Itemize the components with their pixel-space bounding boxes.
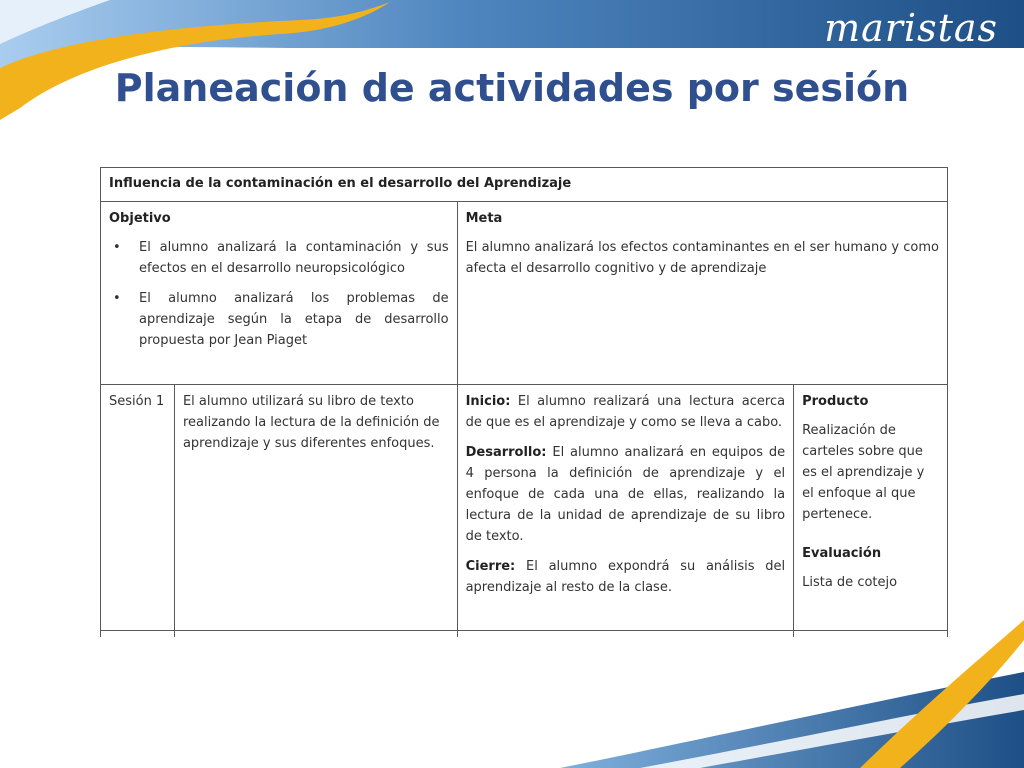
producto-label: Producto (802, 394, 869, 409)
maristas-logo: maristas (824, 6, 998, 50)
evaluacion-label: Evaluación (802, 546, 882, 561)
session-label-cell (101, 385, 175, 631)
table-cell (174, 631, 457, 637)
desarrollo-label: Desarrollo: (465, 445, 547, 460)
table-row (101, 168, 948, 202)
desarrollo-paragraph (466, 442, 786, 547)
table-row (101, 202, 948, 385)
table-row (101, 631, 948, 637)
list-item: • El alumno analizará la contaminación y sus efectos en el desarrollo neuropsicológico (139, 237, 449, 279)
table-row (101, 385, 948, 631)
page-title: Planeación de actividades por sesión (114, 66, 910, 110)
objetivo-label: Objetivo (109, 211, 171, 226)
session-label: Sesión 1 (109, 394, 165, 409)
producto-text: Realización de carteles sobre que es el aprendizaje y el enfoque al que pertenece. (802, 423, 925, 522)
objetivo-cell (101, 202, 458, 385)
table-cell (457, 631, 794, 637)
table-cell (101, 631, 175, 637)
session-description-cell (174, 385, 457, 631)
evaluacion-text: Lista de cotejo (802, 575, 898, 590)
meta-text: El alumno analizará los efectos contaminantes en el ser humano y como afecta el desarrollo cognitivo y de aprendizaje (465, 240, 939, 276)
inicio-text: El alumno realizará una lectura acerca de que es el aprendizaje y como se lleva a cabo. (465, 394, 786, 430)
meta-label: Meta (465, 211, 503, 226)
session-description: El alumno utilizará su libro de texto realizando la lectura de la definición de aprendizaje y sus diferentes enfoques. (182, 394, 440, 451)
cierre-paragraph (466, 556, 786, 598)
cierre-label: Cierre: (465, 559, 516, 574)
desarrollo-text: El alumno analizará en equipos de 4 persona la definición de aprendizaje y el enfoque de cada una de ellas, realizando la lectura de la unidad de aprendizaje de su libro de texto. (465, 445, 786, 544)
producto-evaluacion-cell (794, 385, 948, 631)
list-item: • El alumno analizará los problemas de aprendizaje según la etapa de desarrollo propuesta por Jean Piaget (139, 288, 449, 351)
objetivo-list (139, 237, 449, 351)
cierre-text: El alumno expondrá su análisis del aprendizaje al resto de la clase. (465, 559, 786, 595)
topic-cell: Influencia de la contaminación en el desarrollo del Aprendizaje (101, 168, 948, 202)
session-phases-cell (457, 385, 794, 631)
table-cell (794, 631, 948, 637)
inicio-paragraph (466, 391, 786, 433)
meta-cell (457, 202, 947, 385)
activity-plan-table (100, 167, 948, 637)
inicio-label: Inicio: (465, 394, 511, 409)
